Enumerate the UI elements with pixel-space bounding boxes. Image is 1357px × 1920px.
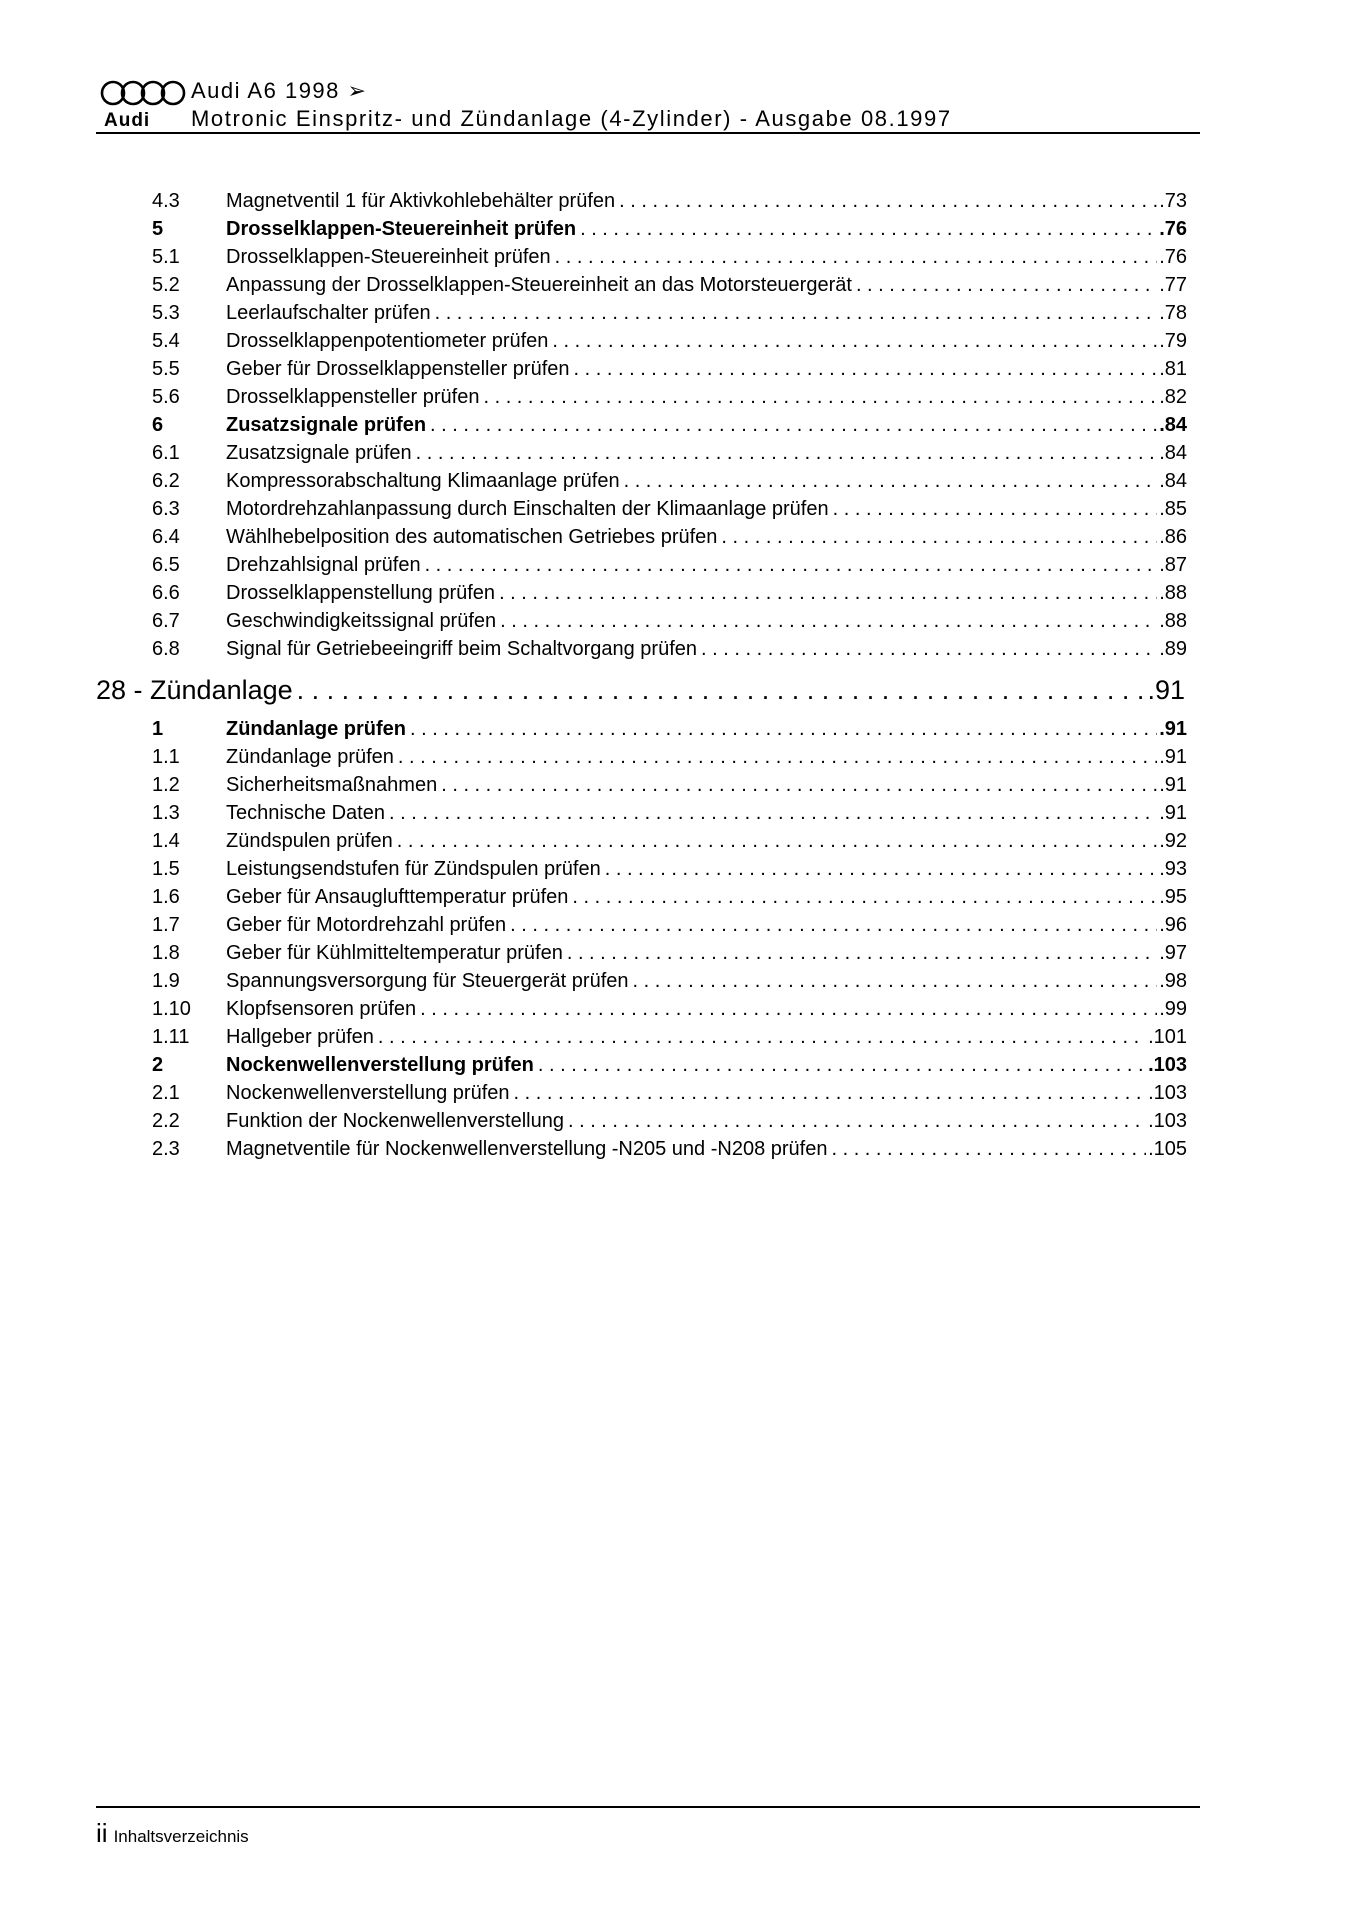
toc-entry-line — [226, 1110, 1187, 1133]
toc-entry-page: .77 — [1159, 274, 1187, 296]
toc-dot-leader — [552, 330, 1157, 353]
toc-entry[interactable] — [0, 610, 1187, 638]
toc-entry-line — [226, 1138, 1187, 1161]
toc-entry-number: 2.2 — [152, 1110, 180, 1132]
toc-dot-leader — [605, 858, 1157, 881]
toc-entry-title: Wählhebelposition des automatischen Getriebes prüfen — [226, 526, 718, 548]
toc-entry[interactable] — [0, 330, 1187, 358]
toc-dot-leader — [378, 1026, 1146, 1049]
toc-entry-line — [226, 414, 1187, 437]
toc-entry-page: .101 — [1148, 1026, 1187, 1048]
toc-entry-title: Technische Daten — [226, 802, 385, 824]
toc-dot-leader — [538, 1054, 1146, 1077]
toc-entry-page: .81 — [1159, 358, 1187, 380]
toc-dot-leader — [389, 802, 1157, 825]
toc-entry-line — [226, 442, 1187, 465]
toc-entry-page: .85 — [1159, 498, 1187, 520]
toc-entry[interactable] — [0, 914, 1187, 942]
toc-entry-line — [226, 802, 1187, 825]
page-footer — [96, 1818, 249, 1849]
toc-dot-leader — [619, 190, 1157, 213]
toc-entry-line — [226, 638, 1187, 661]
toc-entry-number: 1.5 — [152, 858, 180, 880]
toc-entry-number: 6.2 — [152, 470, 180, 492]
toc-entry-line — [226, 190, 1187, 213]
toc-entry-page: .89 — [1159, 638, 1187, 660]
audi-rings-logo — [100, 80, 186, 106]
toc-entry-title: Sicherheitsmaßnahmen — [226, 774, 438, 796]
toc-entry[interactable] — [0, 746, 1187, 774]
toc-entry-title: Nockenwellenverstellung prüfen — [226, 1054, 534, 1076]
toc-entry-line — [226, 386, 1187, 409]
toc-entry[interactable] — [0, 718, 1187, 746]
toc-entry-title: Geschwindigkeitssignal prüfen — [226, 610, 497, 632]
toc-entry-page: .73 — [1159, 190, 1187, 212]
toc-dot-leader — [510, 914, 1157, 937]
toc-entry-line — [226, 718, 1187, 741]
toc-dot-leader — [416, 442, 1158, 465]
toc-entry-number: 1.3 — [152, 802, 180, 824]
toc-dot-leader — [568, 1110, 1146, 1133]
toc-entry-number: 1.6 — [152, 886, 180, 908]
toc-entry-line — [226, 1082, 1187, 1105]
toc-entry-line — [226, 970, 1187, 993]
toc-entry[interactable] — [0, 358, 1187, 386]
toc-entry[interactable] — [0, 774, 1187, 802]
toc-dot-leader — [441, 774, 1157, 797]
footer-section-title: Inhaltsverzeichnis — [113, 1827, 249, 1846]
toc-chapter-heading[interactable] — [0, 675, 1185, 711]
toc-entry-title: Spannungsversorgung für Steuergerät prüfen — [226, 970, 629, 992]
toc-entry-line — [96, 675, 1185, 706]
toc-entry[interactable] — [0, 246, 1187, 274]
toc-entry[interactable] — [0, 638, 1187, 666]
toc-entry-page: .82 — [1159, 386, 1187, 408]
toc-entry-title: Drosselklappensteller prüfen — [226, 386, 480, 408]
toc-entry-title: Zündanlage prüfen — [226, 746, 394, 768]
toc-dot-leader — [435, 302, 1158, 325]
toc-entry-page: .91 — [1159, 802, 1187, 824]
toc-entry-line — [226, 886, 1187, 909]
toc-entry-page: .78 — [1159, 302, 1187, 324]
toc-entry[interactable] — [0, 1026, 1187, 1054]
document-subtitle: Motronic Einspritz- und Zündanlage (4-Zylinder) - Ausgabe 08.1997 — [191, 106, 952, 131]
toc-dot-leader — [420, 998, 1157, 1021]
toc-entry-title: 28 - Zündanlage — [96, 675, 293, 705]
toc-entry[interactable] — [0, 998, 1187, 1026]
toc-entry[interactable] — [0, 970, 1187, 998]
toc-entry-number: 6.7 — [152, 610, 180, 632]
toc-entry-title: Kompressorabschaltung Klimaanlage prüfen — [226, 470, 620, 492]
toc-entry-number: 1.4 — [152, 830, 180, 852]
toc-entry-title: Drosselklappenstellung prüfen — [226, 582, 496, 604]
toc-entry[interactable] — [0, 190, 1187, 218]
toc-entry-page: .87 — [1159, 554, 1187, 576]
toc-entry-number: 6.1 — [152, 442, 180, 464]
toc-entry-page: .96 — [1159, 914, 1187, 936]
page-header — [96, 78, 1200, 134]
toc-entry-title: Drehzahlsignal prüfen — [226, 554, 421, 576]
toc-entry-page: .103 — [1148, 1054, 1187, 1076]
toc-entry-number: 5.3 — [152, 302, 180, 324]
toc-entry-number: 1.10 — [152, 998, 191, 1020]
toc-entry-line — [226, 746, 1187, 769]
toc-entry-title: Leistungsendstufen für Zündspulen prüfen — [226, 858, 601, 880]
toc-dot-leader — [297, 675, 1146, 706]
toc-entry-number: 6.8 — [152, 638, 180, 660]
document-model: Audi A6 1998 ➢ — [191, 78, 368, 103]
toc-dot-leader — [425, 554, 1158, 577]
toc-entry-page: .103 — [1148, 1110, 1187, 1132]
toc-entry-page: .84 — [1159, 442, 1187, 464]
toc-entry[interactable] — [0, 830, 1187, 858]
toc-entry-line — [226, 582, 1187, 605]
toc-entry-title: Geber für Ansauglufttemperatur prüfen — [226, 886, 569, 908]
toc-entry-line — [226, 330, 1187, 353]
toc-entry-page: .91 — [1159, 718, 1187, 740]
toc-entry[interactable] — [0, 386, 1187, 414]
toc-entry-number: 2.3 — [152, 1138, 180, 1160]
toc-dot-leader — [514, 1082, 1147, 1105]
toc-entry-page: .86 — [1159, 526, 1187, 548]
toc-entry-number: 1.1 — [152, 746, 180, 768]
toc-entry-page: .79 — [1159, 330, 1187, 352]
toc-entry-line — [226, 498, 1187, 521]
toc-entry-page: .92 — [1159, 830, 1187, 852]
toc-entry-page: .76 — [1159, 246, 1187, 268]
toc-entry-page: .103 — [1148, 1082, 1187, 1104]
toc-entry-number: 5.6 — [152, 386, 180, 408]
toc-entry[interactable] — [0, 942, 1187, 970]
toc-entry-title: Signal für Getriebeeingriff beim Schaltvorgang prüfen — [226, 638, 698, 660]
toc-entry-title: Zündspulen prüfen — [226, 830, 393, 852]
toc-entry-page: .88 — [1159, 610, 1187, 632]
toc-entry-number: 5.2 — [152, 274, 180, 296]
toc-entry-line — [226, 858, 1187, 881]
toc-entry-number: 6 — [152, 414, 164, 436]
toc-entry-page: .105 — [1148, 1138, 1187, 1160]
toc-entry-title: Geber für Kühlmitteltemperatur prüfen — [226, 942, 563, 964]
toc-entry-line — [226, 774, 1187, 797]
toc-entry-title: Leerlaufschalter prüfen — [226, 302, 431, 324]
toc-entry[interactable] — [0, 218, 1187, 246]
toc-dot-leader — [499, 582, 1157, 605]
toc-entry-number: 6.4 — [152, 526, 180, 548]
toc-entry-line — [226, 610, 1187, 633]
toc-entry[interactable] — [0, 414, 1187, 442]
toc-entry[interactable] — [0, 302, 1187, 330]
toc-entry[interactable] — [0, 442, 1187, 470]
toc-entry-number: 1.8 — [152, 942, 180, 964]
toc-entry-title: Magnetventile für Nockenwellenverstellung -N205 und -N208 prüfen — [226, 1138, 828, 1160]
toc-dot-leader — [580, 218, 1157, 241]
toc-entry[interactable] — [0, 1082, 1187, 1110]
toc-entry[interactable] — [0, 274, 1187, 302]
toc-dot-leader — [483, 386, 1157, 409]
toc-entry-title: Zündanlage prüfen — [226, 718, 406, 740]
toc-entry-page: .91 — [1159, 746, 1187, 768]
toc-entry-title: Geber für Drosselklappensteller prüfen — [226, 358, 570, 380]
toc-entry-line — [226, 914, 1187, 937]
toc-entry[interactable] — [0, 858, 1187, 886]
toc-entry-title: Zusatzsignale prüfen — [226, 442, 412, 464]
toc-dot-leader — [721, 526, 1157, 549]
toc-entry-page: .91 — [1159, 774, 1187, 796]
toc-entry-title: Nockenwellenverstellung prüfen — [226, 1082, 510, 1104]
audi-wordmark: Audi — [104, 110, 151, 131]
toc-dot-leader — [574, 358, 1158, 381]
toc-dot-leader — [633, 970, 1158, 993]
toc-entry-number: 1 — [152, 718, 164, 740]
toc-entry-number: 5.4 — [152, 330, 180, 352]
toc-entry-line — [226, 554, 1187, 577]
toc-dot-leader — [624, 470, 1158, 493]
toc-dot-leader — [555, 246, 1158, 269]
toc-entry-line — [226, 358, 1187, 381]
toc-entry-number: 5 — [152, 218, 164, 240]
toc-entry-number: 6.6 — [152, 582, 180, 604]
toc-entry[interactable] — [0, 498, 1187, 526]
toc-entry[interactable] — [0, 886, 1187, 914]
toc-dot-leader — [833, 498, 1158, 521]
toc-entry-line — [226, 246, 1187, 269]
toc-dot-leader — [856, 274, 1157, 297]
toc-entry-line — [226, 218, 1187, 241]
toc-entry[interactable] — [0, 802, 1187, 830]
toc-entry[interactable] — [0, 1054, 1187, 1082]
toc-entry[interactable] — [0, 1138, 1187, 1166]
toc-entry-page: .84 — [1159, 470, 1187, 492]
toc-entry-page: .99 — [1159, 998, 1187, 1020]
toc-entry-number: 1.11 — [152, 1026, 190, 1048]
toc-dot-leader — [397, 830, 1157, 853]
toc-entry-number: 4.3 — [152, 190, 180, 212]
toc-entry-page: .76 — [1159, 218, 1187, 240]
toc-entry-number: 5.1 — [152, 246, 180, 268]
toc-entry-number: 5.5 — [152, 358, 180, 380]
toc-entry-title: Geber für Motordrehzahl prüfen — [226, 914, 507, 936]
toc-entry-number: 1.9 — [152, 970, 180, 992]
toc-dot-leader — [410, 718, 1157, 741]
toc-dot-leader — [398, 746, 1157, 769]
toc-dot-leader — [430, 414, 1157, 437]
toc-dot-leader — [500, 610, 1157, 633]
toc-entry-title: Klopfsensoren prüfen — [226, 998, 417, 1020]
toc-entry-line — [226, 302, 1187, 325]
toc-dot-leader — [572, 886, 1157, 909]
toc-entry-title: Magnetventil 1 für Aktivkohlebehälter prüfen — [226, 190, 616, 212]
toc-entry-title: Anpassung der Drosselklappen-Steuereinheit an das Motorsteuergerät — [226, 274, 852, 296]
toc-entry-line — [226, 470, 1187, 493]
toc-entry-number: 2 — [152, 1054, 164, 1076]
toc-dot-leader — [567, 942, 1157, 965]
toc-entry-title: Funktion der Nockenwellenverstellung — [226, 1110, 564, 1132]
toc-entry-page: .84 — [1159, 414, 1187, 436]
toc-entry-line — [226, 942, 1187, 965]
toc-entry-number: 1.7 — [152, 914, 180, 936]
toc-entry-line — [226, 830, 1187, 853]
toc-entry-line — [226, 526, 1187, 549]
toc-entry-line — [226, 274, 1187, 297]
toc-entry-line — [226, 1054, 1187, 1077]
toc-entry-number: 1.2 — [152, 774, 180, 796]
toc-entry-number: 6.5 — [152, 554, 180, 576]
toc-entry-line — [226, 998, 1187, 1021]
toc-entry[interactable] — [0, 1110, 1187, 1138]
toc-entry-title: Hallgeber prüfen — [226, 1026, 374, 1048]
toc-entry-page: .91 — [1147, 675, 1185, 705]
toc-entry-page: .98 — [1159, 970, 1187, 992]
toc-entry[interactable] — [0, 470, 1187, 498]
toc-entry-line — [226, 1026, 1187, 1049]
toc-entry-number: 6.3 — [152, 498, 180, 520]
toc-entry-title: Drosselklappen-Steuereinheit prüfen — [226, 218, 577, 240]
toc-entry-page: .95 — [1159, 886, 1187, 908]
toc-entry-number: 2.1 — [152, 1082, 180, 1104]
toc-dot-leader — [701, 638, 1157, 661]
toc-entry[interactable] — [0, 582, 1187, 610]
page-number: ii — [96, 1818, 108, 1848]
toc-entry[interactable] — [0, 554, 1187, 582]
footer-rule — [96, 1806, 1200, 1808]
toc-dot-leader — [831, 1138, 1146, 1161]
header-rule — [96, 132, 1200, 134]
toc-entry-page: .88 — [1159, 582, 1187, 604]
toc-entry-page: .97 — [1159, 942, 1187, 964]
toc-entry[interactable] — [0, 526, 1187, 554]
toc-entry-title: Motordrehzahlanpassung durch Einschalten der Klimaanlage prüfen — [226, 498, 829, 520]
toc-entry-title: Drosselklappen-Steuereinheit prüfen — [226, 246, 551, 268]
toc-entry-title: Zusatzsignale prüfen — [226, 414, 427, 436]
toc-entry-title: Drosselklappenpotentiometer prüfen — [226, 330, 549, 352]
toc-entry-page: .93 — [1159, 858, 1187, 880]
